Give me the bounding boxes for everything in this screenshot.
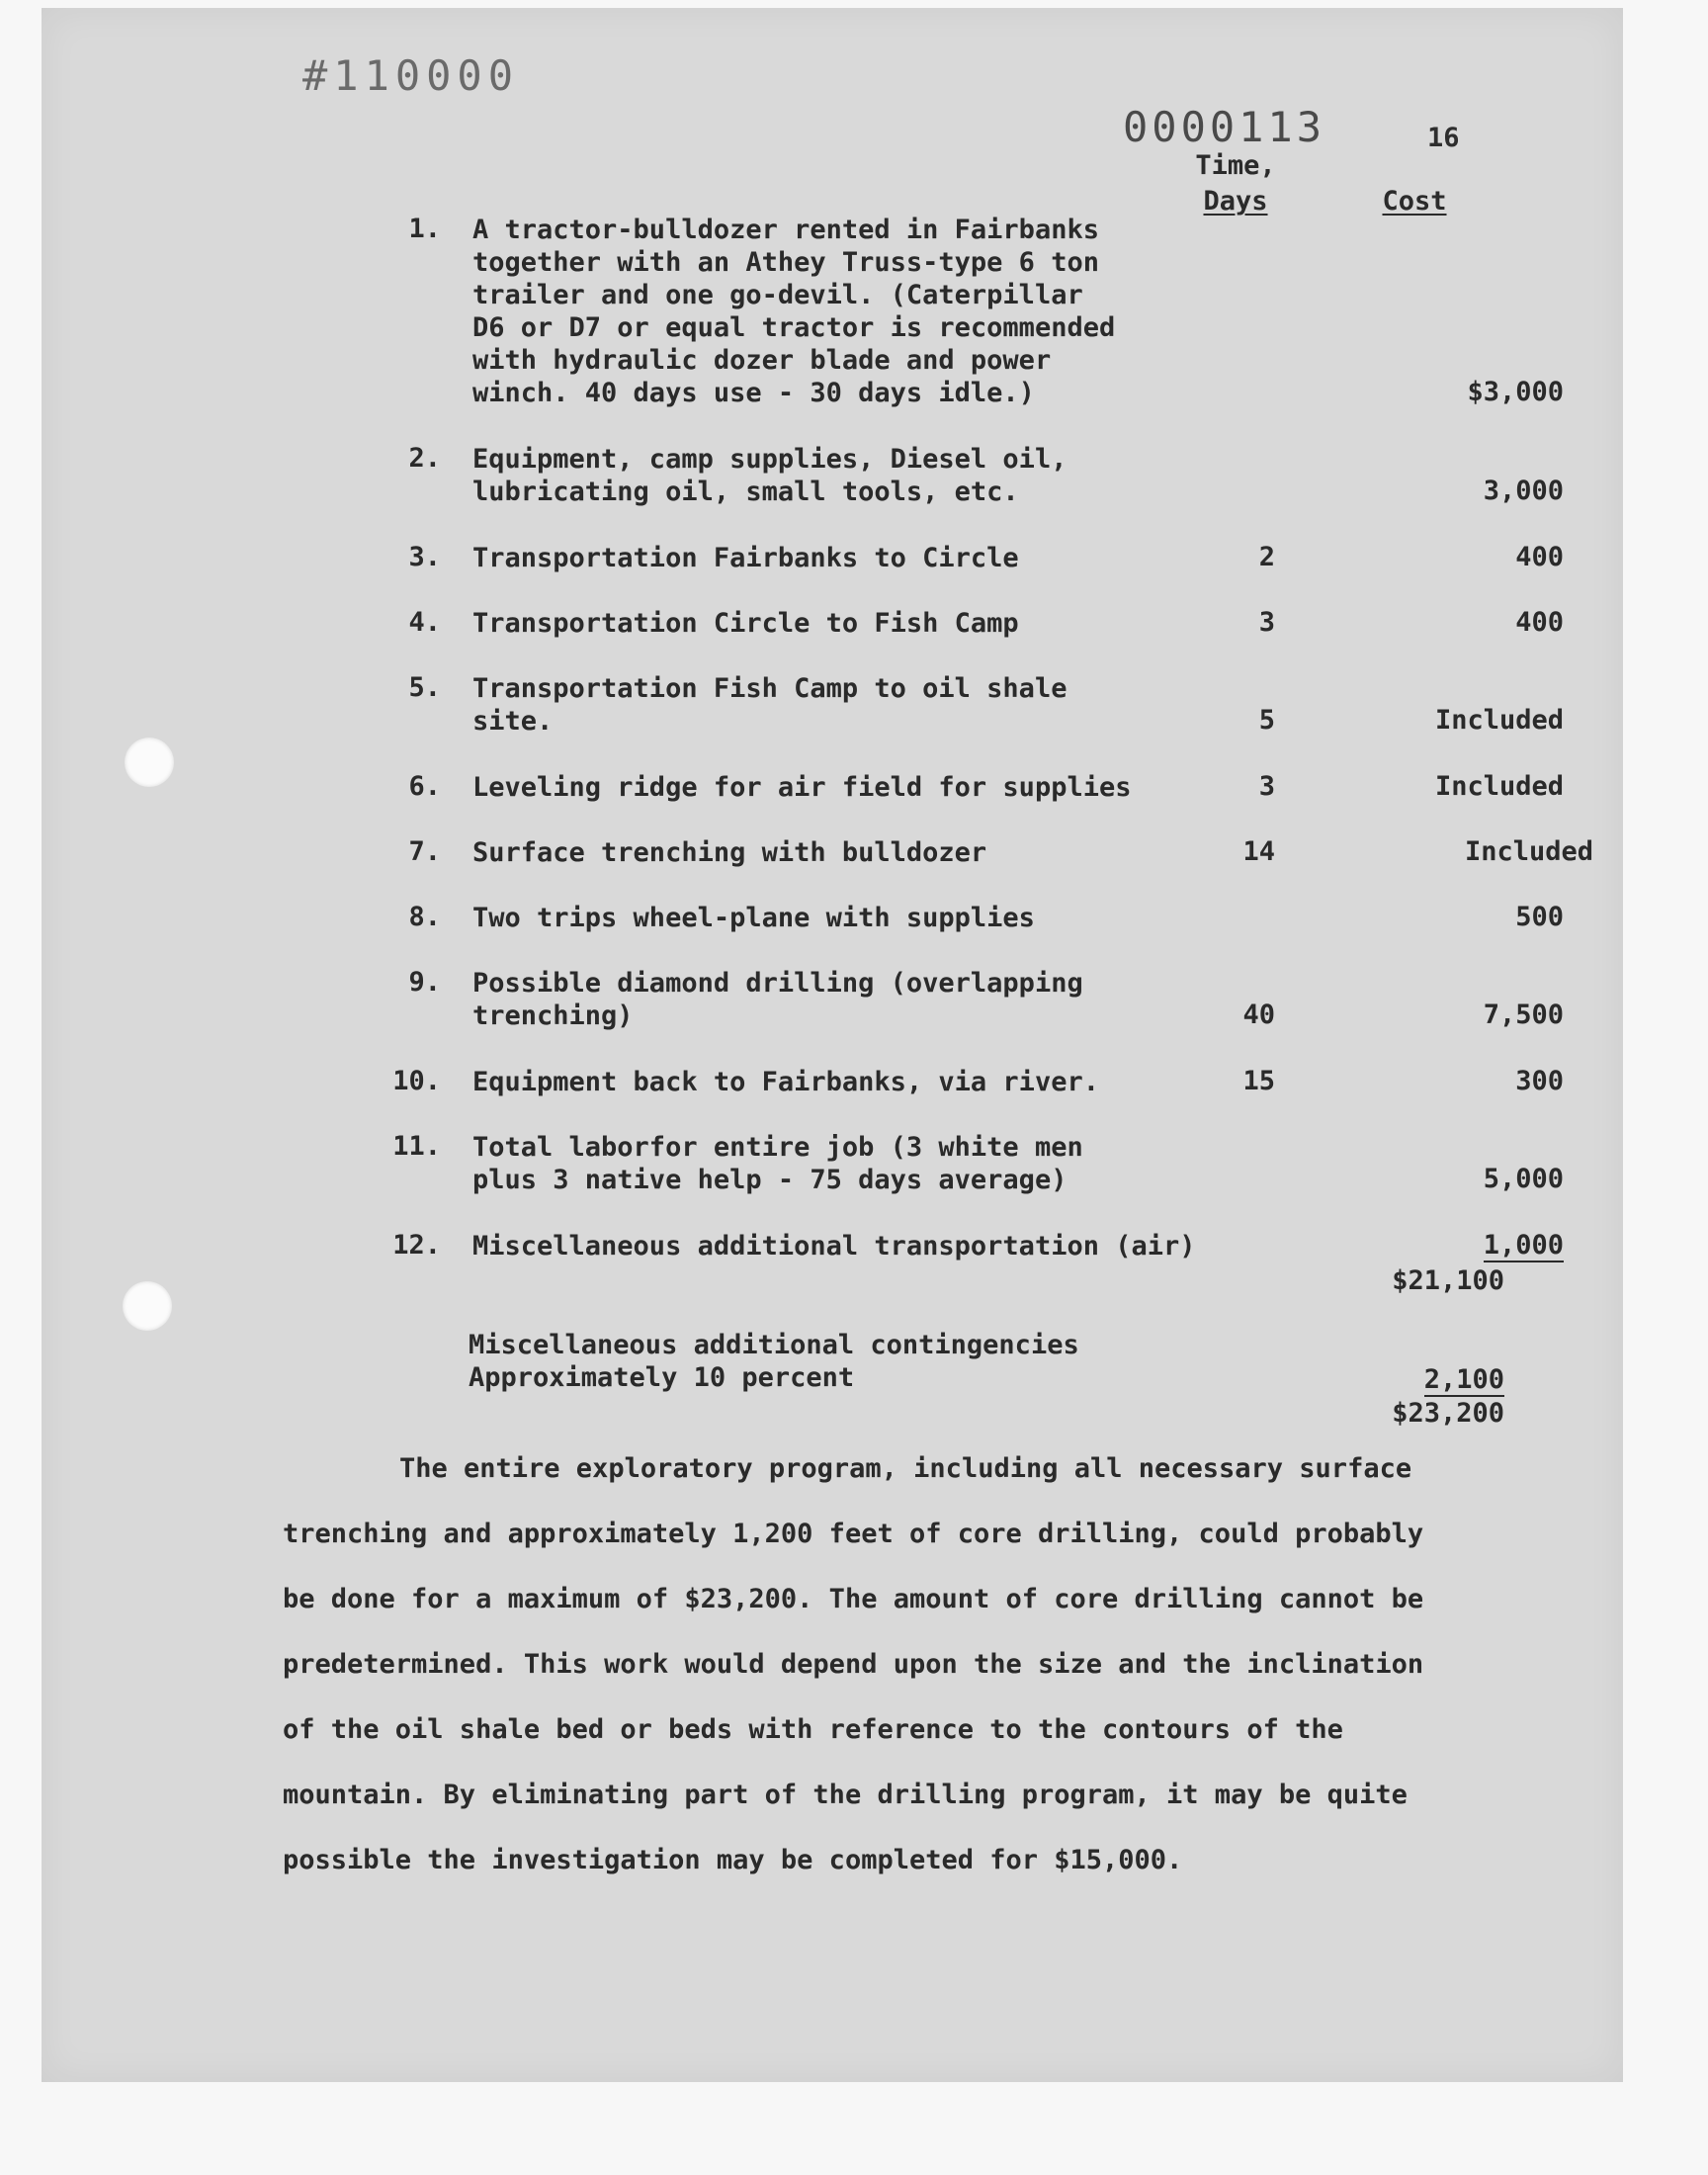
paragraph-line: of the oil shale bed or beds with reference to the contours of the xyxy=(283,1714,1343,1745)
paragraph-line: The entire exploratory program, including all necessary surface xyxy=(399,1453,1412,1484)
binder-hole xyxy=(125,738,174,787)
grand-total: $23,200 xyxy=(1392,1398,1504,1429)
item-description: Transportation Fish Camp to oil shale site. xyxy=(472,673,1068,737)
item-description: Leveling ridge for air field for supplies xyxy=(472,772,1132,803)
contingency-cost xyxy=(1315,1364,1504,1395)
item-number: 9. xyxy=(408,967,441,998)
item-description: Miscellaneous additional transportation (air) xyxy=(472,1231,1196,1262)
item-cost: $3,000 xyxy=(1467,377,1564,407)
item-description: Equipment back to Fairbanks, via river. xyxy=(472,1067,1099,1097)
page-number: 16 xyxy=(1427,123,1460,153)
paragraph-line: mountain. By eliminating part of the drilling program, it may be quite xyxy=(283,1780,1408,1810)
item-time: 3 xyxy=(1258,771,1275,802)
item-description: Transportation Circle to Fish Camp xyxy=(472,608,1019,639)
item-cost: 500 xyxy=(1515,902,1564,932)
item-cost: Included xyxy=(1434,771,1564,802)
column-header-days: Days xyxy=(1203,186,1268,217)
item-cost: 3,000 xyxy=(1483,476,1564,506)
stamp-number-left: #110000 xyxy=(302,51,520,100)
paragraph-line: possible the investigation may be completed for $15,000. xyxy=(283,1845,1183,1875)
contingency-description: Miscellaneous additional contingencies Approximately 10 percent xyxy=(469,1330,1079,1393)
item-number: 2. xyxy=(408,443,441,474)
item-description: Possible diamond drilling (overlapping trenching) xyxy=(472,968,1083,1031)
item-cost xyxy=(1344,1230,1564,1261)
item-cost: 400 xyxy=(1515,607,1564,638)
item-description: Two trips wheel-plane with supplies xyxy=(472,903,1035,933)
item-description: Equipment, camp supplies, Diesel oil, lubricating oil, small tools, etc. xyxy=(472,444,1068,507)
item-number: 6. xyxy=(408,771,441,802)
item-number: 7. xyxy=(408,836,441,867)
item-cost: 7,500 xyxy=(1483,1000,1564,1030)
summary-paragraph xyxy=(283,1453,1489,1910)
item-time: 5 xyxy=(1258,705,1275,736)
item-cost: 300 xyxy=(1515,1066,1564,1096)
subtotal: $21,100 xyxy=(1392,1265,1504,1296)
paragraph-line: be done for a maximum of $23,200. The amount of core drilling cannot be xyxy=(283,1584,1424,1614)
item-description: A tractor-bulldozer rented in Fairbanks together with an Athey Truss-type 6 ton trailer and one go-devil. (Caterpillar D6 or D7 or equal tractor is recommended with hydraulic dozer blade and power winch. 40 days use - 30 days idle.) xyxy=(472,215,1116,408)
item-cost: 400 xyxy=(1515,542,1564,572)
item-number: 8. xyxy=(408,902,441,932)
item-description: Transportation Fairbanks to Circle xyxy=(472,543,1019,573)
item-time: 3 xyxy=(1258,607,1275,638)
contingency-cost-value: 2,100 xyxy=(1423,1364,1504,1395)
paragraph-line: predetermined. This work would depend upon the size and the inclination xyxy=(283,1649,1424,1680)
item-number: 5. xyxy=(408,672,441,703)
item-cost: Included xyxy=(1464,836,1593,867)
item-time: 2 xyxy=(1258,542,1275,572)
item-number: 12. xyxy=(392,1230,441,1261)
item-cost: Included xyxy=(1434,705,1564,736)
item-time: 40 xyxy=(1242,1000,1275,1030)
binder-hole xyxy=(123,1281,172,1331)
item-number: 4. xyxy=(408,607,441,638)
item-cost: 5,000 xyxy=(1483,1164,1564,1194)
item-number: 1. xyxy=(408,214,441,244)
paragraph-line: trenching and approximately 1,200 feet of core drilling, could probably xyxy=(283,1519,1424,1549)
item-time: 14 xyxy=(1242,836,1275,867)
item-cost-value: 1,000 xyxy=(1483,1230,1564,1261)
item-description: Total laborfor entire job (3 white men plus 3 native help - 75 days average) xyxy=(472,1132,1083,1195)
column-header-cost: Cost xyxy=(1382,186,1447,217)
item-number: 3. xyxy=(408,542,441,572)
item-number: 11. xyxy=(392,1131,441,1162)
item-description: Surface trenching with bulldozer xyxy=(472,837,987,868)
item-number: 10. xyxy=(392,1066,441,1096)
item-time: 15 xyxy=(1242,1066,1275,1096)
stamp-number-right: 0000113 xyxy=(1123,103,1326,151)
column-header-time: Time, xyxy=(1195,150,1276,181)
